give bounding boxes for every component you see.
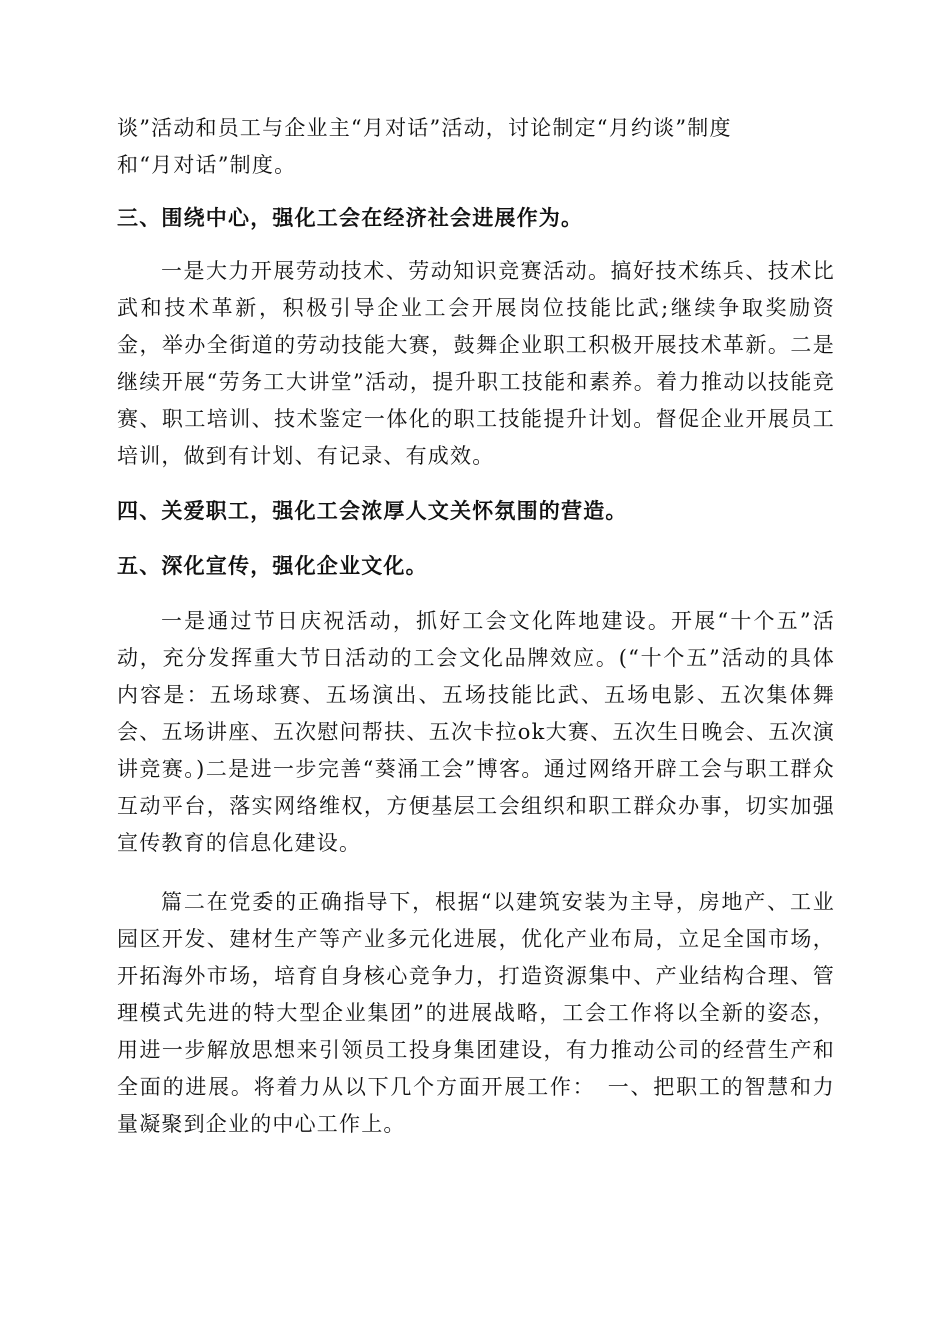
section-heading-5: 五、深化宣传，强化企业文化。 xyxy=(117,554,428,578)
section-heading-4: 四、关爱职工，强化工会浓厚人文关怀氛围的营造。 xyxy=(117,499,628,523)
paragraph-continued-line-2: 和“月对话”制度。 xyxy=(117,153,297,177)
paragraph-part-two: 篇二在党委的正确指导下，根据“以建筑安装为主导，房地产、工业园区开发、建材生产等产业多元化进展，优化产业布局，立足全国市场，开拓海外市场，培育自身核心竞争力，打造资源集中、产业结构合理、管理模式先进的特大型企业集团”的进展战略，工会工作将以全新的姿态，用进一步解放思想来引领员工投身集团建设，有力推动公司的经营生产和全面的进展。将着力从以下几个方面开展工作： 一、把职工的智慧和力量凝聚到企业的中心工作上。 xyxy=(117,890,835,1136)
paragraph-culture-activities: 一是通过节日庆祝活动，抓好工会文化阵地建设。开展“十个五”活动，充分发挥重大节日活动的工会文化品牌效应。(“十个五”活动的具体内容是：五场球赛、五场演出、五场技能比武、五场电影、五次集体舞会、五场讲座、五次慰问帮扶、五次卡拉ok大赛、五次生日晚会、五次演讲竞赛。)二是进一步完善“葵涌工会”博客。通过网络开辟工会与职工群众互动平台，落实网络维权，方便基层工会组织和职工群众办事，切实加强宣传教育的信息化建设。 xyxy=(117,609,835,855)
document-body xyxy=(117,110,835,1143)
section-heading-3: 三、围绕中心，强化工会在经济社会进展作为。 xyxy=(117,206,584,230)
paragraph-skills-competition: 一是大力开展劳动技术、劳动知识竞赛活动。搞好技术练兵、技术比武和技术革新，积极引导企业工会开展岗位技能比武;继续争取奖励资金，举办全街道的劳动技能大赛，鼓舞企业职工积极开展技术革新。二是继续开展“劳务工大讲堂”活动，提升职工技能和素养。着力推动以技能竞赛、职工培训、技术鉴定一体化的职工技能提升计划。督促企业开展员工培训，做到有计划、有记录、有成效。 xyxy=(117,259,835,468)
paragraph-continued-line-1: 谈”活动和员工与企业主“月对话”活动，讨论制定“月约谈”制度 xyxy=(117,116,732,140)
